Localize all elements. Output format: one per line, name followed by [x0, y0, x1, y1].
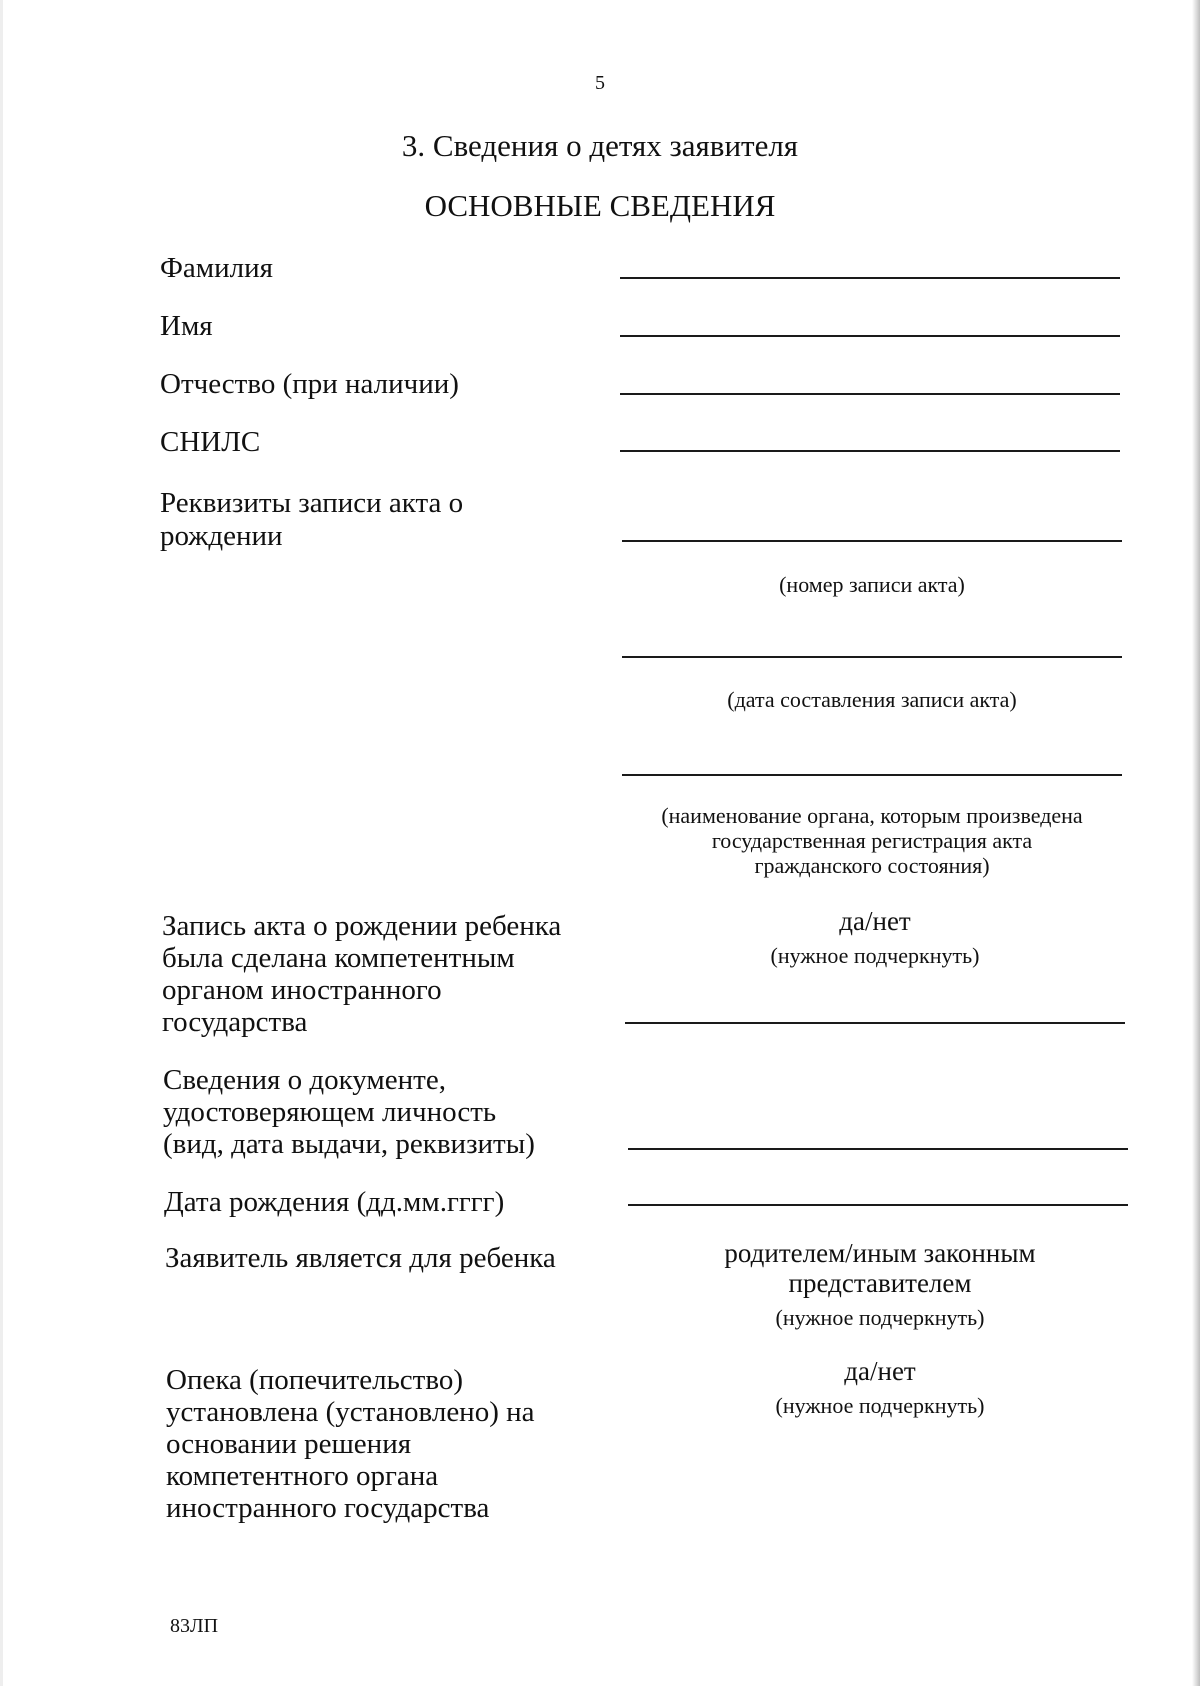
- surname-input-line[interactable]: [620, 277, 1120, 279]
- snils-label: СНИЛС: [160, 426, 261, 458]
- applicant-role-underline-hint: (нужное подчеркнуть): [775, 1305, 985, 1330]
- birth-record-label-line1: Реквизиты записи акта о: [160, 487, 464, 519]
- id-doc-label-line2: удостоверяющем личность: [163, 1096, 497, 1128]
- scan-right-edge: [1192, 0, 1200, 1686]
- birth-date-input-line[interactable]: [628, 1204, 1128, 1206]
- applicant-role-option-line2[interactable]: представителем: [788, 1268, 972, 1298]
- record-number-input-line[interactable]: [622, 540, 1122, 542]
- authority-hint-line1: (наименование органа, которым произведена: [661, 803, 1083, 828]
- birth-record-label-line2: рождении: [160, 520, 283, 552]
- record-date-input-line[interactable]: [622, 656, 1122, 658]
- name-label: Имя: [160, 310, 213, 342]
- record-date-hint: (дата составления записи акта): [727, 687, 1017, 712]
- authority-hint-line3: гражданского состояния): [754, 853, 990, 878]
- guardianship-yes-no[interactable]: да/нет: [844, 1356, 916, 1386]
- authority-input-line[interactable]: [622, 774, 1122, 776]
- surname-label: Фамилия: [160, 252, 273, 284]
- guardianship-label-line1: Опека (попечительство): [166, 1364, 463, 1396]
- patronymic-input-line[interactable]: [620, 393, 1120, 395]
- guardianship-label-line5: иностранного государства: [166, 1492, 490, 1524]
- id-doc-input-line[interactable]: [628, 1148, 1128, 1150]
- name-input-line[interactable]: [620, 335, 1120, 337]
- foreign-record-input-line[interactable]: [625, 1022, 1125, 1024]
- guardianship-label-line2: установлена (установлено) на: [166, 1396, 535, 1428]
- applicant-role-option-line1[interactable]: родителем/иным законным: [724, 1238, 1036, 1268]
- id-doc-label-line3: (вид, дата выдачи, реквизиты): [163, 1128, 535, 1160]
- authority-hint-line2: государственная регистрация акта: [711, 828, 1033, 853]
- foreign-record-yes-no[interactable]: да/нет: [839, 906, 911, 936]
- id-doc-label-line1: Сведения о документе,: [163, 1064, 446, 1096]
- scan-left-edge: [0, 0, 3, 1686]
- footer-code: 83ЛП: [170, 1615, 219, 1637]
- form-subtitle: ОСНОВНЫЕ СВЕДЕНИЯ: [424, 188, 776, 223]
- foreign-record-underline-hint: (нужное подчеркнуть): [770, 943, 980, 968]
- record-number-hint: (номер записи акта): [779, 572, 965, 597]
- foreign-record-label-line2: была сделана компетентным: [162, 942, 515, 974]
- guardianship-label-line4: компетентного органа: [166, 1460, 439, 1492]
- snils-input-line[interactable]: [620, 450, 1120, 452]
- guardianship-underline-hint: (нужное подчеркнуть): [775, 1393, 985, 1418]
- guardianship-label-line3: основании решения: [166, 1428, 412, 1460]
- applicant-role-label: Заявитель является для ребенка: [165, 1242, 556, 1274]
- foreign-record-label-line4: государства: [162, 1006, 308, 1038]
- foreign-record-label-line3: органом иностранного: [162, 974, 442, 1006]
- foreign-record-label-line1: Запись акта о рождении ребенка: [162, 910, 562, 942]
- patronymic-label: Отчество (при наличии): [160, 368, 459, 400]
- section-title: 3. Сведения о детях заявителя: [401, 128, 799, 163]
- birth-date-label: Дата рождения (дд.мм.гггг): [164, 1186, 505, 1218]
- page-number: 5: [595, 72, 605, 94]
